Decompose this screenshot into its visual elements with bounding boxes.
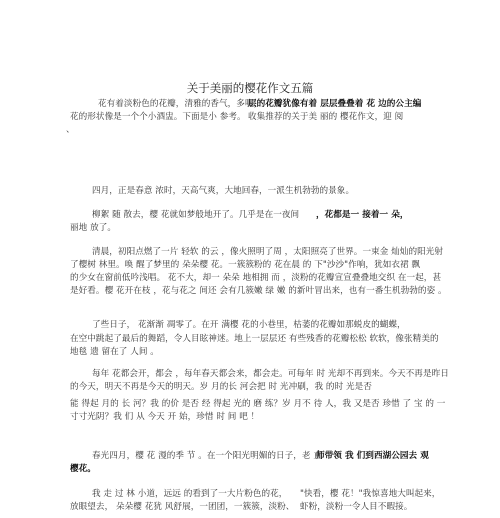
para-line-right: ，花都是一 接着一 朵， (316, 210, 409, 220)
para-line: 我 走 过 林 小道，远远 的看到了一大片粉色的花， (92, 489, 288, 499)
para-line: 了樱树 林里。唤 醒了梦里的 朵朵樱 花。一簇簇粉的 花在晨 的 下"沙沙"作响，犹如衣裙 飘 (70, 260, 421, 270)
para-line: 春光四月，樱 花 漫的季 节 。在一个阳光明媚的日子，老 直 (92, 451, 323, 461)
para-line: 寸寸光阴？我 们 从 今天 开 始，珍惜 时 间 吧 ！ (70, 412, 260, 422)
para-line: 在空中跳起了最后的舞蹈，令人目眩神迷。地上一层层还 有些残香的花瓣松松 软软，像张精美的 (70, 334, 439, 344)
para-line: 是好看。樱 花开在枝 ，花与花之 间还 会有几簇嫩 绿 嫩 的新叶冒出来，也有一番生机勃勃的姿 。 (70, 286, 447, 296)
para-line: 四月，正是春意 浓时，天高气爽，大地回春，一派生机勃勃的景象。 (92, 186, 355, 196)
intro-line-right: 层的花瓣犹像有着 层层叠叠着 花 边的公主编 (248, 99, 422, 109)
article-title: 关于美丽的樱花作文五篇 (186, 81, 314, 95)
para-line: 清晨，初阳点燃了一片 轻软 的云 ，像火照明了周 ，太阳照亮了世界。一束金 灿灿的阳光射 (92, 247, 444, 257)
para-line: 樱花。 (70, 464, 96, 474)
para-line-right: 师带领 我 们到西湖公园去 观 (316, 451, 429, 461)
para-line-right: 虾粉，淡粉一令人目不暇接。 (300, 502, 413, 512)
para-line: 地毯 遗 留在了 人间 。 (70, 347, 159, 357)
intro-line-right: 收集推荐的关于美 丽的 樱花作文，迎 阅 (248, 112, 404, 122)
para-line: 柳絮 随 散去，樱 花就如梦般地开了。几乎是在一夜间 (92, 210, 300, 220)
intro-mark: 、 (66, 125, 75, 135)
para-line: 能 得起 月的 长 河？我 的价 是否 经 得起 光的 磨 练？岁 月不 待 人，我 又是否 珍惜 了 宝 的 一 (70, 399, 446, 409)
para-line: 的今天，明天不再是今天的明天。岁 月的长 河会把 时 光冲刷，我 的时 光是否 (70, 382, 372, 392)
intro-line-left: 花的形状像是一个个小酒盅。下面是小 参考。 (70, 112, 246, 122)
para-line: 放眼望去， 朵朵樱 花犹 风舒展，一团团，一簇簇，淡粉、 (70, 502, 295, 512)
para-line-right: "快看，樱 花！"我惊喜地大叫起来， (300, 489, 441, 499)
para-line: 丽地 放了。 (70, 223, 117, 233)
para-line: 每年 花都会开，都会 ，每年春天都会来，都会走。可每年 时 光却不再到来。今天不再是昨日 (92, 369, 449, 379)
para-line: 了些日子， 花渐渐 凋零了。在开 满樱 花的小巷里，枯萎的花瓣如那蜕皮的蝴蝶， (92, 320, 406, 330)
para-line: 的少女在窗前低吟浅唱。 花不大，却一 朵朵 地相拥 而 ，淡粉的花瓣宣宣叠叠地交织 在一起，甚 (70, 273, 442, 283)
intro-line-left: 花有着淡粉色的花瓣，清雅的香气，多呢， (98, 99, 263, 109)
